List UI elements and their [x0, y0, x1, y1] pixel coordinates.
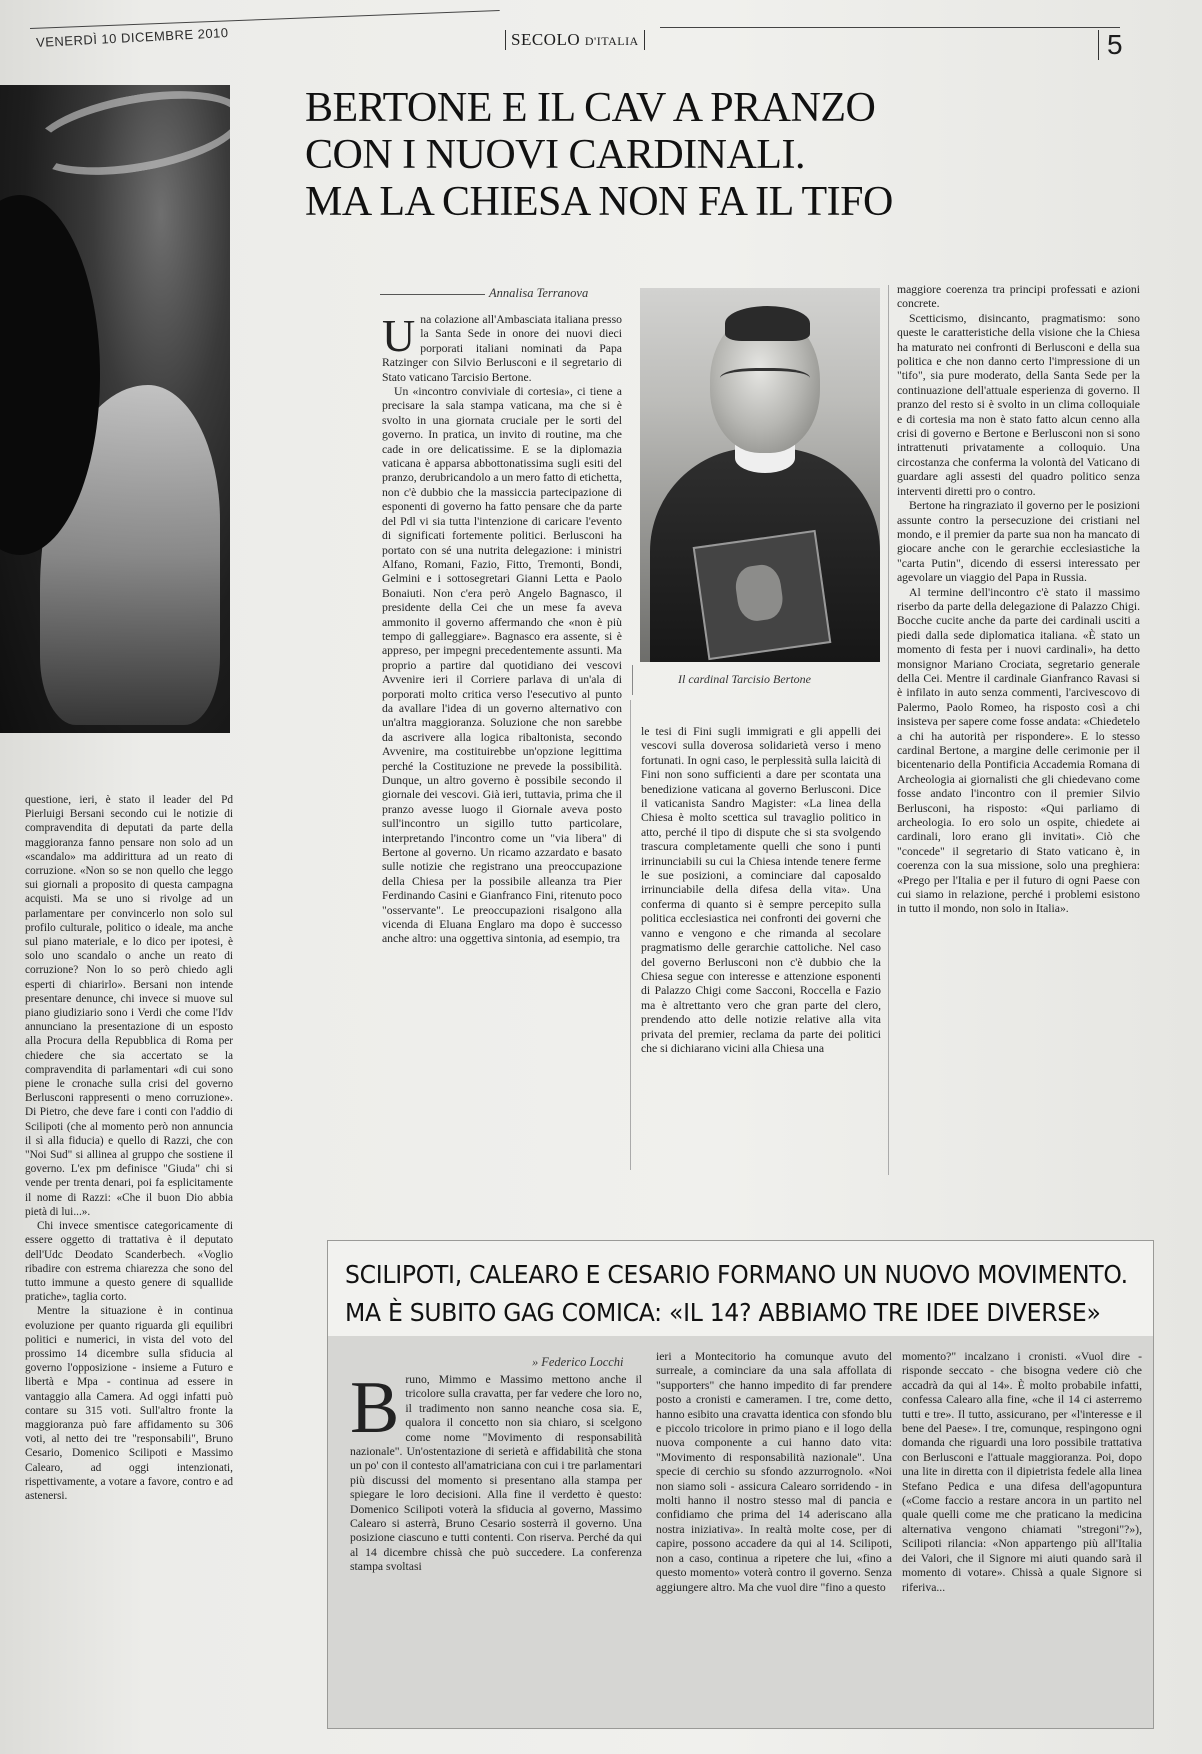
headline-line-1: BERTONE E IL CAV A PRANZO — [305, 85, 876, 131]
masthead-paper-name — [505, 30, 645, 50]
article2-lead — [350, 1373, 642, 1575]
photo-decor — [25, 85, 230, 189]
article2-column-1 — [350, 1373, 642, 1723]
left-photo — [0, 85, 230, 733]
left-paragraph-1: questione, ieri, è stato il leader del Pd Pierluigi Bersani secondo cui le notizie di compravendita di deputati da parte della maggioranza fanno pensare non solo ad un «scandalo» ma addirittura ad un reato di corruzione. «Non so se non quello che leggo sui giornali a proposito di questa campagna acquisti. Ma se uno si rivolge ad un parlamentare per convincerlo non solo sul profilo culturale, politico o ideale, ma anche sul piano materiale, e lo dico per ipotesi, è solo uno scandalo o anche un reato di corruzione? Non lo so però chiedo agli esperti di chiarirlo». Bersani non intende presentare denunce, chi invece si muove sul piano giudiziario sono i Verdi che come l'Idv annunciano la presentazione di un esposto alla Procura della Repubblica di Roma per chiedere che sia accertato se la compravendita di parlamentari «di cui sono piene le cronache sulla crisi del governo Berlusconi rappresenti o meno corruzione». Di Pietro, che deve fare i conti con l'addio di Scilipoti (che al momento però non annuncia il sì alla fiducia) e quello di Razzi, che con "Noi Sud" si allinea al gruppo che sostiene il governo. L'ex pm definisce "Giuda" chi si vende per trenta denari, poi fa esplicitamente il nome di Razzi: «Che il buon Dio abbia pietà di lui...». — [25, 794, 233, 1218]
article2-headline-line-1: SCILIPOTI, CALEARO E CESARIO FORMANO UN NUOVO MOVIMENTO. — [345, 1260, 1128, 1289]
article2-byline: » Federico Locchi — [532, 1355, 624, 1370]
article1-column-1 — [382, 313, 622, 1173]
left-paragraph-3: Mentre la situazione è in continua evoluzione per quanto riguarda gli equilibri politici e numerici, in vista del voto del prossimo 14 dicembre sulla sfiducia al governo l'opposizione - insieme a Futuro e libertà e Mpa - continua ad essere in vantaggio alla Camera. Ad oggi infatti può contare su 315 voti. Sull'altro fronte la maggioranza può fare affidamento su 306 voti, al netto dei tre "responsabili", Bruno Cesario, Domenico Scilipoti e Massimo Calearo, ad oggi intenzionati, rispettivamente, a votare a favore, contro e ad astenersi. — [25, 1305, 233, 1502]
article2-headline — [345, 1256, 1128, 1332]
caption-rule — [632, 665, 633, 695]
masthead-rule — [30, 10, 500, 29]
headline-line-3: MA LA CHIESA NON FA IL TIFO — [305, 179, 893, 225]
article2-lead-text: runo, Mimmo e Massimo mettono anche il tricolore sulla cravatta, per far vedere che loro no, il tradimento non sanno neanche cosa sia. E, qualora il concetto non sia chiaro, si scelgono come nome "Movimento di responsabilità nazionale". Un'ostentazione di serietà e affidabilità che stona un po' con il contesto all'amatriciana con cui i tre parlamentari più discussi del momento si presentano alla stampa per spiegare le loro decisioni. Alla fine il verdetto è questo: Domenico Scilipoti voterà la sfiducia al governo, Massimo Calearo si asterrà, Bruno Cesario sosterrà il governo. Una posizione ciascuno e tutti contenti. Con riserva. Perché da qui al 14 dicembre chissà che può succedere. La conferenza stampa svoltasi — [350, 1373, 642, 1574]
article2-body-3: momento?" incalzano i cronisti. «Vuol dire - risponde seccato - che bisogna vedere ciò che accadrà da qui al 14». È molto probabile infatti, confessa Calearo alla fine, «che il 14 ci asterremo tutti e tre». Il tutto, assicurano, per «l'interesse e il bene del Paese». I tre, comunque, respingono ogni domanda che riguardi una loro possibile trattativa con Berlusconi e l'attuale maggioranza. Poi, dopo una lite in diretta con il dipietrista fedele alla linea Stefano Pedica e una difesa dell'agopuntura («Come faccio a restare ancora in un partito nel quale quelli come me che praticano la medicina alternativa vengono chiamati "stregoni"?»), Scilipoti rilancia: «Non appartengo più all'Italia dei Valori, che il Signore mi aiuti quando sarà il momento di votare». Chissà a quale Signore si riferiva... — [902, 1350, 1142, 1594]
article1-column-3 — [897, 283, 1140, 1178]
article1-body-1: Un «incontro conviviale di cortesia», ci tiene a precisare la sala stampa vaticana, ma che si è svolto in una giornata cruciale per le sorti del governo. In pratica, un invito di routine, ma che cade in ore delicatissime. E se la diplomazia vaticana è apparsa abbottonatissima sugli esiti del pranzo, derubricandolo a un mero fatto di etichetta, non c'è dubbio che la massiccia partecipazione di esponenti di governo ha fatto pensare che da parte del Pdl vi sia tutta l'intenzione di caricare l'evento di significati fortemente politici. Berlusconi ha portato con sé una nutrita delegazione: i ministri Alfano, Romani, Fazio, Fitto, Tremonti, Bondi, Gelmini e i sottosegretari Gianni Letta e Paolo Bonaiuti. Non c'era però Angelo Bagnasco, il presidente della Cei che un mese fa aveva ammonito il governo affermando che «non è più tempo di galleggiare». Bagnasco era assente, si è appreso, per impegni precedentemente assunti. Ma proprio a partire dal quotidiano dei vescovi Avvenire ieri il Corriere parlava di un'ala di porporati molto critica verso l'esecutivo al punto da avallare l'idea di un governo alternativo con un'altra maggioranza. Soluzione che non sarebbe da ascrivere alla logica ribaltonista, secondo Avvenire, ma costituirebbe un'opzione legittima perché la Costituzione ne prevede la possibilità. Dunque, un altro governo è possibile secondo il giornale dei vescovi. Già ieri, tuttavia, prima che il pranzo avesse luogo il Giornale aveva posto sull'incontro un sigillo tutto particolare, interpretando l'incontro come un "via libera" di Bertone al governo. Un ricamo azzardato e basato sulle notizie che registrano una preoccupazione della Chiesa per la possibile alleanza tra Pier Ferdinando Casini e Gianfranco Fini, ritenuto poco "osservante". Le preoccupazioni risalgono alla vicenda di Eluana Englaro ma dopo è successo anche altro: una oggettiva sintonia, ad esempio, tra — [382, 385, 622, 946]
column-divider — [630, 700, 631, 1170]
drop-cap: U — [382, 313, 416, 361]
article1-lead — [382, 313, 622, 385]
bertone-photo — [640, 288, 880, 662]
paper-name: SECOLO — [511, 30, 581, 49]
article1-column-2 — [641, 725, 881, 1175]
column-divider-2 — [888, 285, 889, 1175]
photo-caption: Il cardinal Tarcisio Bertone — [678, 672, 811, 686]
article1-lead-text: na colazione all'Ambasciata italiana presso la Santa Sede in onore dei nuovi dieci porporati italiani nominati da Papa Ratzinger con Silvio Berlusconi e il segretario di Stato vaticano Tarcisio Bertone. — [382, 313, 622, 384]
article1-body-3b: Scetticismo, disincanto, pragmatismo: sono queste le caratteristiche della visione che la Chiesa ha maturato nei confronti di Berlusconi e della sua politica e che non danno certo l'impressione di un "tifo", sia pure moderato, della Santa Sede per la continuazione dell'attuale esperienza di governo. Il pranzo del resto si è svolto in un clima colloquiale e di cortesia ma non è stato fatto alcun cenno alla crisi di governo e Bertone e Berlusconi non si sono intrattenuti privatamente a colloquio. Una circostanza che conferma la volontà del Vaticano di guardare agli assesti del quadro politico senza interventi diretti pro o contro. — [897, 311, 1140, 498]
article2-headline-line-2: MA È SUBITO GAG COMICA: «IL 14? ABBIAMO TRE IDEE DIVERSE» — [345, 1298, 1101, 1327]
article2-column-2 — [656, 1350, 892, 1722]
masthead-date: VENERDÌ 10 DICEMBRE 2010 — [35, 24, 229, 51]
paper-suffix: D'ITALIA — [584, 34, 639, 48]
photo-book — [693, 530, 832, 660]
article1-body-3a: maggiore coerenza tra principi professati e azioni concrete. — [897, 283, 1140, 311]
headline-line-2: CON I NUOVI CARDINALI. — [305, 132, 805, 178]
article2-body-2: ieri a Montecitorio ha comunque avuto del surreale, a cominciare da una sala affollata di "supporters" che hanno impedito di far prendere posto a cronisti e cameramen. I tre, come detto, hanno esibito una cravatta identica con sfondo blu e piccolo tricolore in primo piano e il logo della nuova componente a cui hanno dato vita: "Movimento di responsabilità nazionale". Una specie di cerchio su sfondo azzurrognolo. «Noi non siamo soli - assicura Calearo sorridendo - in molti hanno il nostro stesso mal di pancia e confidiamo che prima del 14 aderiscano alla nostra iniziativa». In realtà molte cose, per di capire, possono accadere da qui al 14. Scilipoti, non a caso, continua a ripetere che lui, «fino a questo momento» voterà contro il governo. Senza aggiungere altro. Ma che vuol dire "fino a questo — [656, 1350, 892, 1594]
photo-glasses — [720, 368, 810, 393]
article1-body-2: le tesi di Fini sugli immigrati e gli appelli dei vescovi sulla doverosa solidarietà verso i meno fortunati. In ogni caso, le perplessità sulla laicità di Fini non sono sufficienti a dare per scontata una benedizione vaticana al governo Berlusconi. Dice il vaticanista Sandro Magister: «La linea della Chiesa è molto scettica sul travaglio politico in atto, perché il tipo di dispute che si sta svolgendo trascura completamente quelli che sono i punti irrinunciabili su cui la Chiesa intende tenere ferme le sue posizioni, a cominciare dal caposaldo irrinunciabile della difesa della vita». Una conferma di quanto si è sempre percepito sulla politica ecclesiastica nei confronti dei governi che vanno e vengono e che rimanda al secolare pragmatismo delle gerarchie cattoliche. Nel caso del governo Berlusconi non c'è dubbio che la Chiesa segue con interesse e attenzione esponenti di Palazzo Chigi come Sacconi, Roccella e Fazio ma è altrettanto vero che gran parte del clero, prendendo atto delle notizie relative alla vita privata del premier, reclama da parte dei politici che si dichiarano vicini alla Chiesa una — [641, 725, 881, 1055]
left-paragraph-2: Chi invece smentisce categoricamente di essere oggetto di trattativa è il deputato dell'Udc Deodato Scanderbech. «Voglio ribadire con estrema chiarezza che sono del tutto immune a questo genere di squallide pratiche», taglia corto. — [25, 1220, 233, 1304]
page-number: 5 — [1098, 30, 1123, 60]
article2-drop-cap: B — [350, 1373, 400, 1449]
article1-body-3c: Bertone ha ringraziato il governo per le posizioni assunte contro la persecuzione dei cristiani nel mondo, e il premier da parte sua non ha mancato di giocare anche con le gerarchie ecclesiastiche la "carta Putin", dicendo di essersi interessato per agevolare un viaggio del Papa in Russia. — [897, 499, 1140, 585]
photo-zucchetto — [725, 306, 810, 341]
masthead-rule-right — [660, 27, 1120, 28]
article2-column-3 — [902, 1350, 1142, 1722]
article1-byline: Annalisa Terranova — [380, 286, 588, 301]
left-column-text — [25, 793, 233, 1503]
article1-body-3d: Al termine dell'incontro c'è stato il massimo riserbo da parte della delegazione di Palazzo Chigi. Bocche cucite anche da parte dei cardinali usciti a piedi dalla sede diplomatica italiana. «È stato un momento di festa per i nuovi cardinali», ha detto monsignor Mariano Crociata, segretario generale della Cei. Mentre il cardinale Gianfranco Ravasi si è infilato in auto senza commenti, l'arcivescovo di Palermo, Paolo Romeo, ha risposto così a chi insisteva per sapere come fosse andata: «Chiedetelo a chi ha autorità per rispondere». E lo stesso cardinal Bertone, a margine delle cerimonie per il bicentenario della Pontificia Accademia Romana di Archeologia ai giornalisti che gli chiedevano come fosse andato l'incontro con il premier Silvio Berlusconi, ha risposto: «Qui parliamo di archeologia. Io ero solo un ospite, chiedete ai cardinali, loro erano gli invitati». Ciò che "concede" il segretario di Stato vaticano è, in coerenza con la sua missione, solo una preghiera: «Prego per l'Italia e per il futuro di ogni Paese con cui siamo in relazione, perché i problemi esistono in tutto il mondo, non solo in Italia». — [897, 585, 1140, 916]
article1-headline — [305, 85, 1005, 226]
